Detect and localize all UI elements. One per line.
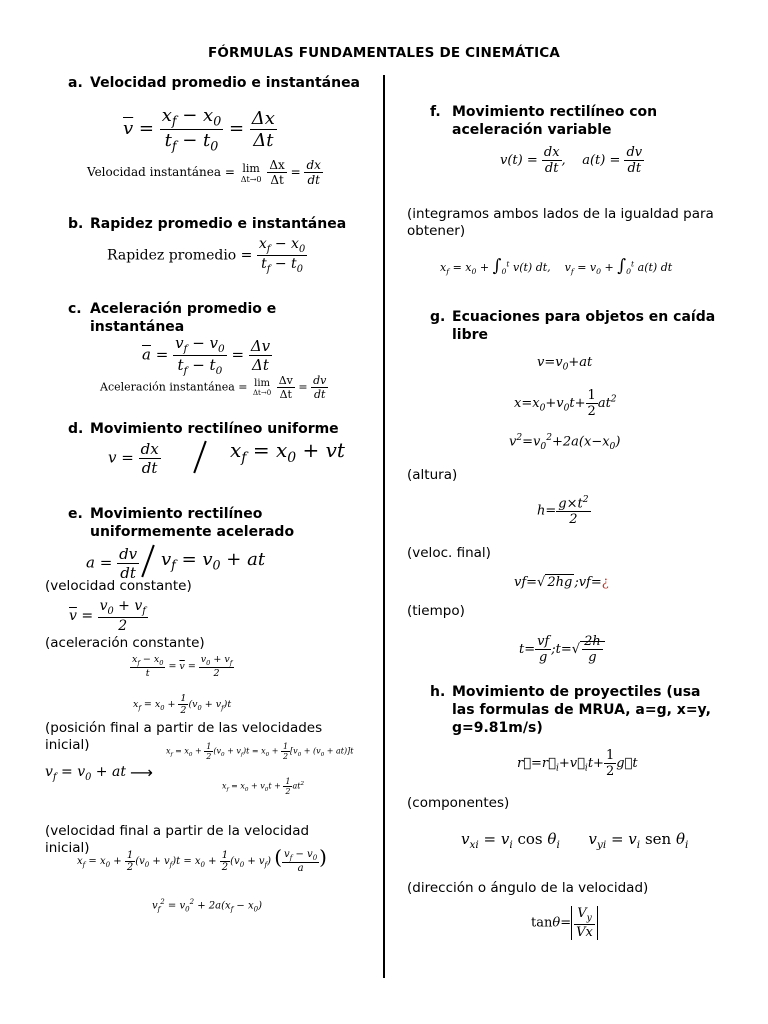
formula-direction-angle: tanθ= $\frac{V_y}{Vx}$ bbox=[531, 906, 598, 940]
formula-mru-position: $x_f = x_0$ + vt bbox=[230, 438, 345, 466]
section-g-heading: g. Ecuaciones para objetos en caída libre bbox=[430, 309, 716, 343]
note-final-velocity: (velocidad final a partir de la velocidad inicial) bbox=[45, 823, 310, 856]
formula-integrals: $x_f = x_0 + \int_0^t$ v(t) dt, $v_f = v_0 + \int_0^t$ a(t) dt bbox=[440, 256, 673, 277]
formula-avg-velocity: $\overline{v}$ = $\frac{x_f - x_0}{t_f - t_0}$ = $\frac{\Delta x}{\Delta t}$ bbox=[123, 105, 275, 154]
formula-position-expansion: $x_f = x_0$ + $\frac{1}{2}$ $(v_0 + v_f)t = x_0$ + $\frac{1}{2}$ $[v_0 + (v_0 + at)]t$ bbox=[166, 742, 354, 761]
formula-height: h= $\frac{g\times t^2}{2}$ bbox=[537, 495, 589, 528]
note-constant-velocity: (velocidad constante) bbox=[45, 578, 192, 594]
formula-inst-velocity: Velocidad instantánea = lim Δt→0 $\frac{\Delta x}{\Delta t}$ = $\frac{dx}{dt}$ bbox=[87, 158, 321, 187]
formula-derivatives: v(t) = $\frac{dx}{dt}$ , a(t) = $\frac{dv}{dt}$ bbox=[500, 145, 643, 176]
formula-mrua-velocity: $v_f = v_0$ + at bbox=[161, 549, 266, 573]
section-h-heading: h. Movimiento de proyectiles (usa las formulas de MRUA, a=g, x=y, g=9.81m/s) bbox=[430, 684, 711, 736]
note-components: (componentes) bbox=[407, 795, 510, 811]
note-constant-acceleration: (aceleración constante) bbox=[45, 635, 205, 651]
section-b-heading: b. Rapidez promedio e instantánea bbox=[68, 216, 347, 232]
formula-position-velocities: $x_f = x_0$ + $\frac{1}{2}$ $(v_0 + v_f)t$ bbox=[133, 693, 232, 716]
formula-mrua-acceleration: a = $\frac{dv}{dt}$ bbox=[86, 545, 138, 582]
formula-avg-acceleration: $\overline{a}$ = $\frac{v_f - v_0}{t_f - t_0}$ = $\frac{\Delta v}{\Delta t}$ bbox=[142, 334, 271, 377]
formula-fall-vsquared: $v^2=v_0^2+2a(x-x_0)$ bbox=[509, 433, 621, 452]
formula-mean-velocity-2: $\frac{x_f - x_0}{t}$ = $\overline{v}$ = $\frac{v_0 + v_f}{2}$ bbox=[132, 654, 233, 679]
formula-fall-vf: vf=√ 2hg ;vf=¿ bbox=[514, 575, 609, 590]
separator-slash-2 bbox=[141, 545, 155, 578]
section-f-heading: f. Movimiento rectilíneo con aceleración variable bbox=[430, 104, 658, 138]
note-final-position: (posición final a partir de las velocidades inicial) bbox=[45, 720, 323, 753]
formula-vf-derivation: $x_f = x_0$ + $\frac{1}{2}$ $(v_0 + v_f)t = x_0$ + $\frac{1}{2}$ $(v_0 + v_f)$ ( $\frac{v_f - v_0}{a}$ ) bbox=[77, 845, 327, 874]
formula-mru-velocity: v = $\frac{dx}{dt}$ bbox=[108, 440, 159, 477]
formula-avg-speed: Rapidez promedio = $\frac{x_f - x_0}{t_f - t_0}$ bbox=[107, 236, 306, 275]
note-height: (altura) bbox=[407, 467, 458, 483]
formula-projectile-position: $r⃗=r⃗_i+v⃗_it+$ $\frac{1}{2}$ g⃗t bbox=[517, 748, 638, 779]
section-a-heading: a. Velocidad promedio e instantánea bbox=[68, 75, 361, 91]
formula-mean-velocity: $\overline{v}$ = $\frac{v_0 + v_f}{2}$ bbox=[69, 598, 146, 634]
separator-slash bbox=[193, 441, 207, 474]
formula-fall-velocity: $v=v_0+at$ bbox=[537, 355, 593, 373]
section-e-heading: e. Movimiento rectilíneo uniformemente acelerado bbox=[68, 506, 295, 540]
note-final-velocity-fall: (veloc. final) bbox=[407, 545, 491, 561]
formula-fall-position: $x=x_0+v_0t+$ $\frac{1}{2}$ $at^2$ bbox=[514, 388, 617, 419]
page-title: FÓRMULAS FUNDAMENTALES DE CINEMÁTICA bbox=[207, 45, 561, 61]
note-integrate: (integramos ambos lados de la igualdad para obtener) bbox=[407, 206, 714, 239]
formula-position-result: $x_f = x_0 + v_0t$ + $\frac{1}{2}$ $at^2$ bbox=[222, 777, 304, 796]
formula-components: $v_{xi} = v_i$ $\cos \theta_i$ $v_{yi} = v_i$ sen $\theta_i$ bbox=[461, 830, 689, 851]
column-divider bbox=[383, 75, 385, 978]
note-direction: (dirección o ángulo de la velocidad) bbox=[407, 880, 649, 896]
section-c-heading: c. Aceleración promedio e instantánea bbox=[68, 301, 277, 335]
section-d-heading: d. Movimiento rectilíneo uniforme bbox=[68, 421, 339, 437]
formula-fall-time: t= $\frac{vf}{g}$ ;t=√ $\frac{2h}{g}$ bbox=[519, 634, 605, 665]
formula-vf-squared: $v_f^2 = v_0^2 + 2a(x_f - x_0)$ bbox=[152, 898, 263, 914]
formula-vf-linear: $v_f = v_0$ + at bbox=[45, 764, 126, 783]
formula-inst-acceleration: Aceleración instantánea = lim Δt→0 $\frac{\Delta v}{\Delta t}$ = $\frac{dv}{dt}$ bbox=[100, 374, 327, 401]
arrow-right-icon: ⟶ bbox=[130, 763, 153, 782]
note-time: (tiempo) bbox=[407, 603, 465, 619]
